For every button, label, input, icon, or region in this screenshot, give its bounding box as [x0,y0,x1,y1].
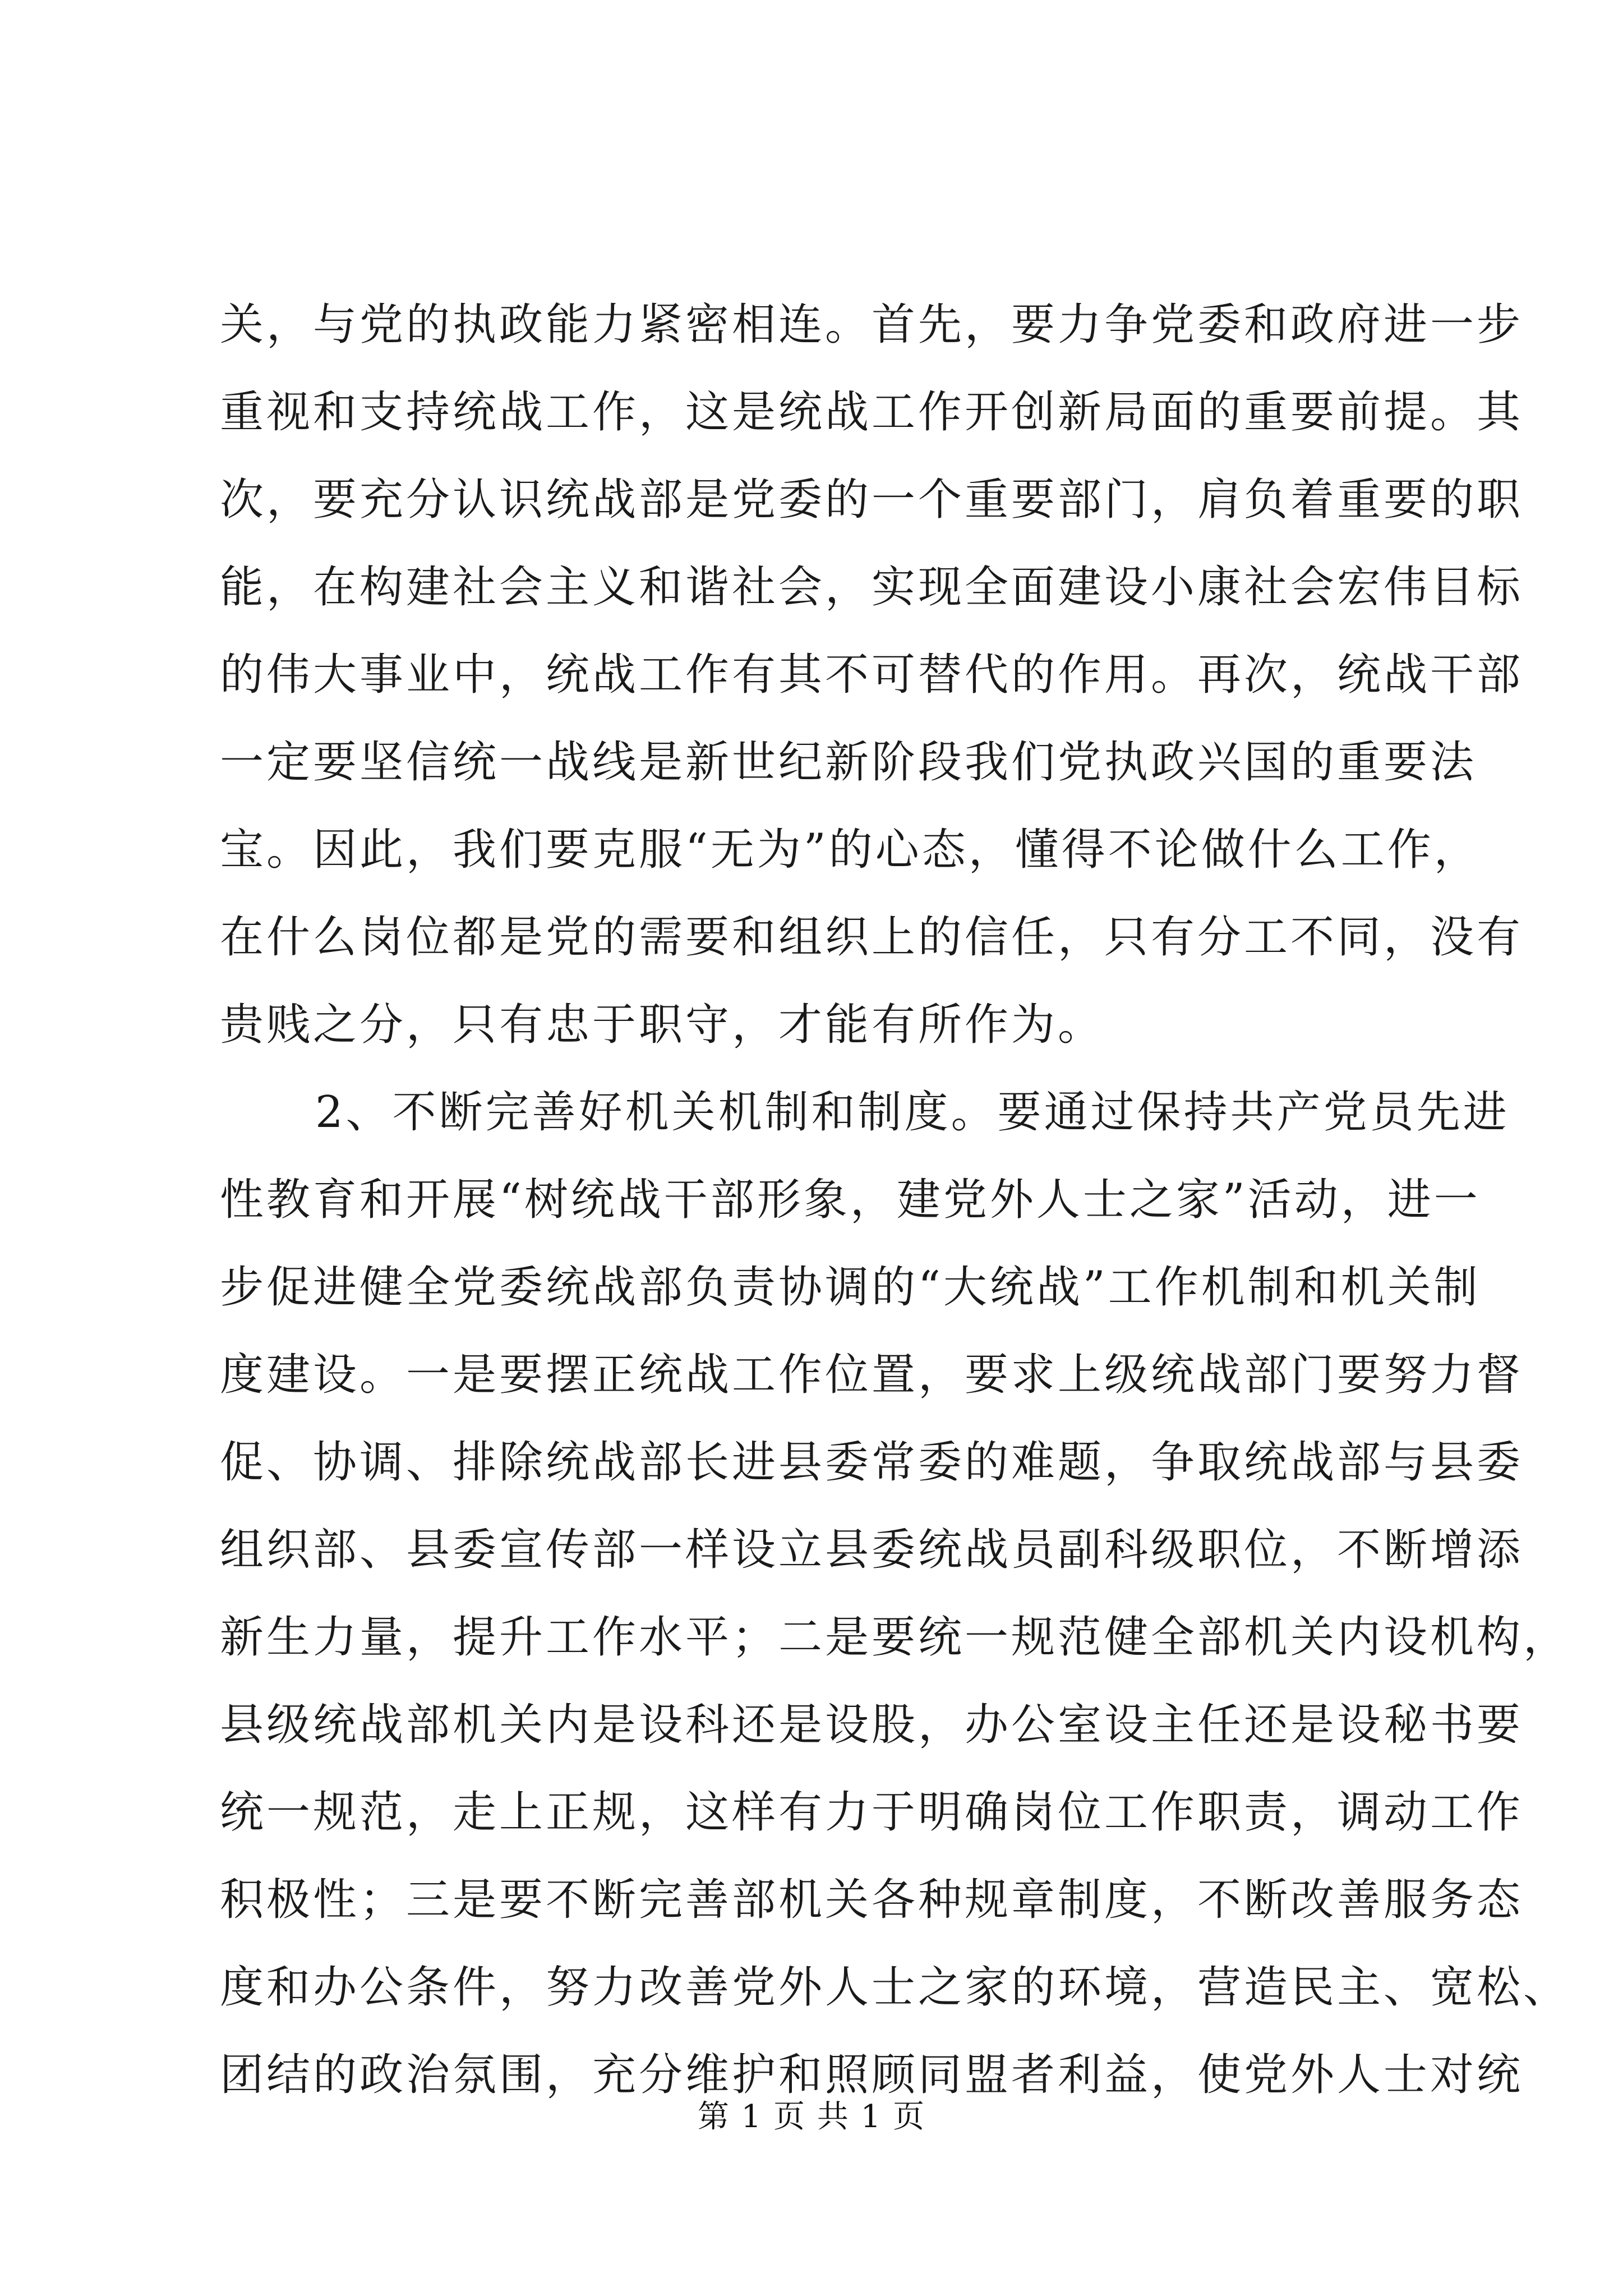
text-line: 贵贱之分，只有忠于职守，才能有所作为。 [220,1000,1105,1050]
text-line: 县级统战部机关内是设科还是设股，办公室设主任还是设秘书要 [220,1700,1524,1750]
paragraph-1 [220,300,1524,1091]
text-line: 步促进健全党委统战部负责协调的“大统战”工作机制和机关制 [220,1262,1481,1313]
text-line: 统一规范，走上正规，这样有力于明确岗位工作职责，调动工作 [220,1787,1524,1838]
text-line: 积极性；三是要不断完善部机关各种规章制度，不断改善服务态 [220,1875,1524,1925]
text-line: 的伟大事业中，统战工作有其不可替代的作用。再次，统战干部 [220,650,1524,700]
text-line: 组织部、县委宣传部一样设立县委统战员副科级职位，不断增添 [220,1525,1524,1575]
text-line: 性教育和开展“树统战干部形象，建党外人士之家”活动，进一 [220,1175,1481,1225]
text-line: 一定要坚信统一战线是新世纪新阶段我们党执政兴国的重要法 [220,737,1477,788]
text-line: 度和办公条件，努力改善党外人士之家的环境，营造民主、宽松、 [220,1962,1570,2013]
page-footer [0,2100,1623,2134]
text-line: 新生力量，提升工作水平；二是要统一规范健全部机关内设机构， [220,1612,1570,1663]
text-line: 促、协调、排除统战部长进县委常委的难题，争取统战部与县委 [220,1437,1524,1488]
document-body [220,300,1570,2141]
text-line: 在什么岗位都是党的需要和组织上的信任，只有分工不同，没有 [220,912,1524,963]
text-line: 宝。因此，我们要克服“无为”的心态，懂得不论做什么工作， [220,825,1481,875]
text-line: 度建设。一是要摆正统战工作位置，要求上级统战部门要努力督 [220,1350,1524,1400]
text-line: 重视和支持统战工作，这是统战工作开创新局面的重要前提。其 [220,387,1524,438]
text-line: 关，与党的执政能力紧密相连。首先，要力争党委和政府进一步 [220,300,1524,350]
paragraph-2 [220,1087,1570,2141]
text-line-first: 2、不断完善好机关机制和制度。要通过保持共产党员先进 [315,1087,1510,1138]
text-line: 次，要充分认识统战部是党委的一个重要部门，肩负着重要的职 [220,475,1524,525]
text-line: 团结的政治氛围，充分维护和照顾同盟者利益，使党外人士对统 [220,2050,1524,2100]
page-number-label: 第 1 页 共 1 页 [697,2099,926,2135]
text-line: 能，在构建社会主义和谐社会，实现全面建设小康社会宏伟目标 [220,562,1524,613]
